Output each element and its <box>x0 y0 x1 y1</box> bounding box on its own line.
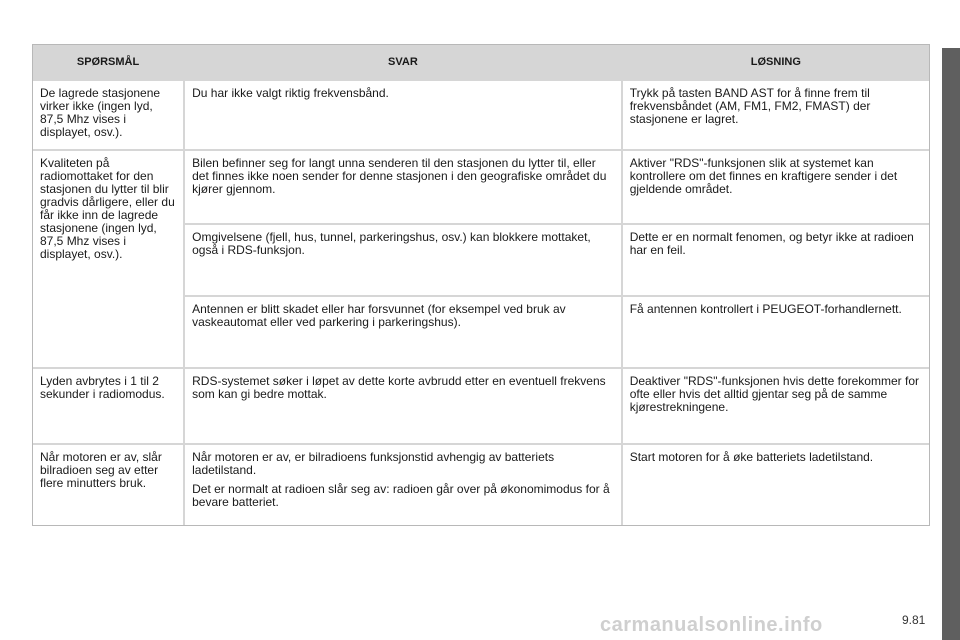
answer-cell: RDS-systemet søker i løpet av dette korte avbrudd etter en eventuell frekvens som kan gi bedre mottak. <box>185 369 623 445</box>
answer-cell: Omgivelsene (fjell, hus, tunnel, parkeringshus, osv.) kan blokkere mottaket, også i RDS-funksjon. <box>185 225 623 297</box>
question-cell: Lyden avbrytes i 1 til 2 sekunder i radiomodus. <box>33 369 185 445</box>
table-row <box>33 445 929 525</box>
column-header-question: SPØRSMÅL <box>33 45 185 81</box>
answer-paragraph: Når motoren er av, er bilradioens funksjonstid avhengig av batteriets ladetilstand. <box>192 450 555 477</box>
page-number: 9.81 <box>902 613 926 627</box>
column-header-solution: LØSNING <box>623 45 929 81</box>
answer-cell <box>185 445 623 525</box>
answer-cell: Antennen er blitt skadet eller har forsvunnet (for eksempel ved bruk av vaskeautomat eller ved parkering i parkeringshus). <box>185 297 623 369</box>
question-cell: Når motoren er av, slår bilradioen seg av etter flere minutters bruk. <box>33 445 185 525</box>
answer-cell: Du har ikke valgt riktig frekvensbånd. <box>185 81 623 151</box>
table-row <box>33 81 929 151</box>
watermark-text: carmanualsonline.info <box>600 614 823 636</box>
answer-cell: Bilen befinner seg for langt unna senderen til den stasjonen du lytter til, eller det finnes ikke noen sender for denne stasjonen i den geografiske området du kjører gjennom. <box>185 151 623 225</box>
table-header-row <box>33 45 929 81</box>
question-cell: Kvaliteten på radiomottaket for den stasjonen du lytter til blir gradvis dårligere, eller du får ikke inn de lagrede stasjonene (ingen lyd, 87,5 Mhz vises i displayet, osv.). <box>33 151 185 369</box>
answer-paragraph: Det er normalt at radioen slår seg av: radioen går over på økonomimodus for å bevare batteriet. <box>192 482 610 509</box>
solution-cell: Dette er en normalt fenomen, og betyr ikke at radioen har en feil. <box>623 225 929 297</box>
question-cell: De lagrede stasjonene virker ikke (ingen lyd, 87,5 Mhz vises i displayet, osv.). <box>33 81 185 151</box>
column-header-answer: SVAR <box>185 45 623 81</box>
table-row <box>33 369 929 445</box>
solution-cell: Aktiver "RDS"-funksjonen slik at systemet kan kontrollere om det finnes en kraftigere sender i det gjeldende området. <box>623 151 929 225</box>
table-row <box>33 151 929 225</box>
solution-cell: Trykk på tasten BAND AST for å finne frem til frekvensbåndet (AM, FM1, FM2, FMAST) der stasjonene er lagret. <box>623 81 929 151</box>
page-edge-tab <box>942 48 960 640</box>
solution-cell: Start motoren for å øke batteriets ladetilstand. <box>623 445 929 525</box>
solution-cell: Få antennen kontrollert i PEUGEOT-forhandlernett. <box>623 297 929 369</box>
faq-table <box>32 44 930 526</box>
solution-cell: Deaktiver "RDS"-funksjonen hvis dette forekommer for ofte eller hvis det alltid gjentar seg på de samme kjørestrekningene. <box>623 369 929 445</box>
